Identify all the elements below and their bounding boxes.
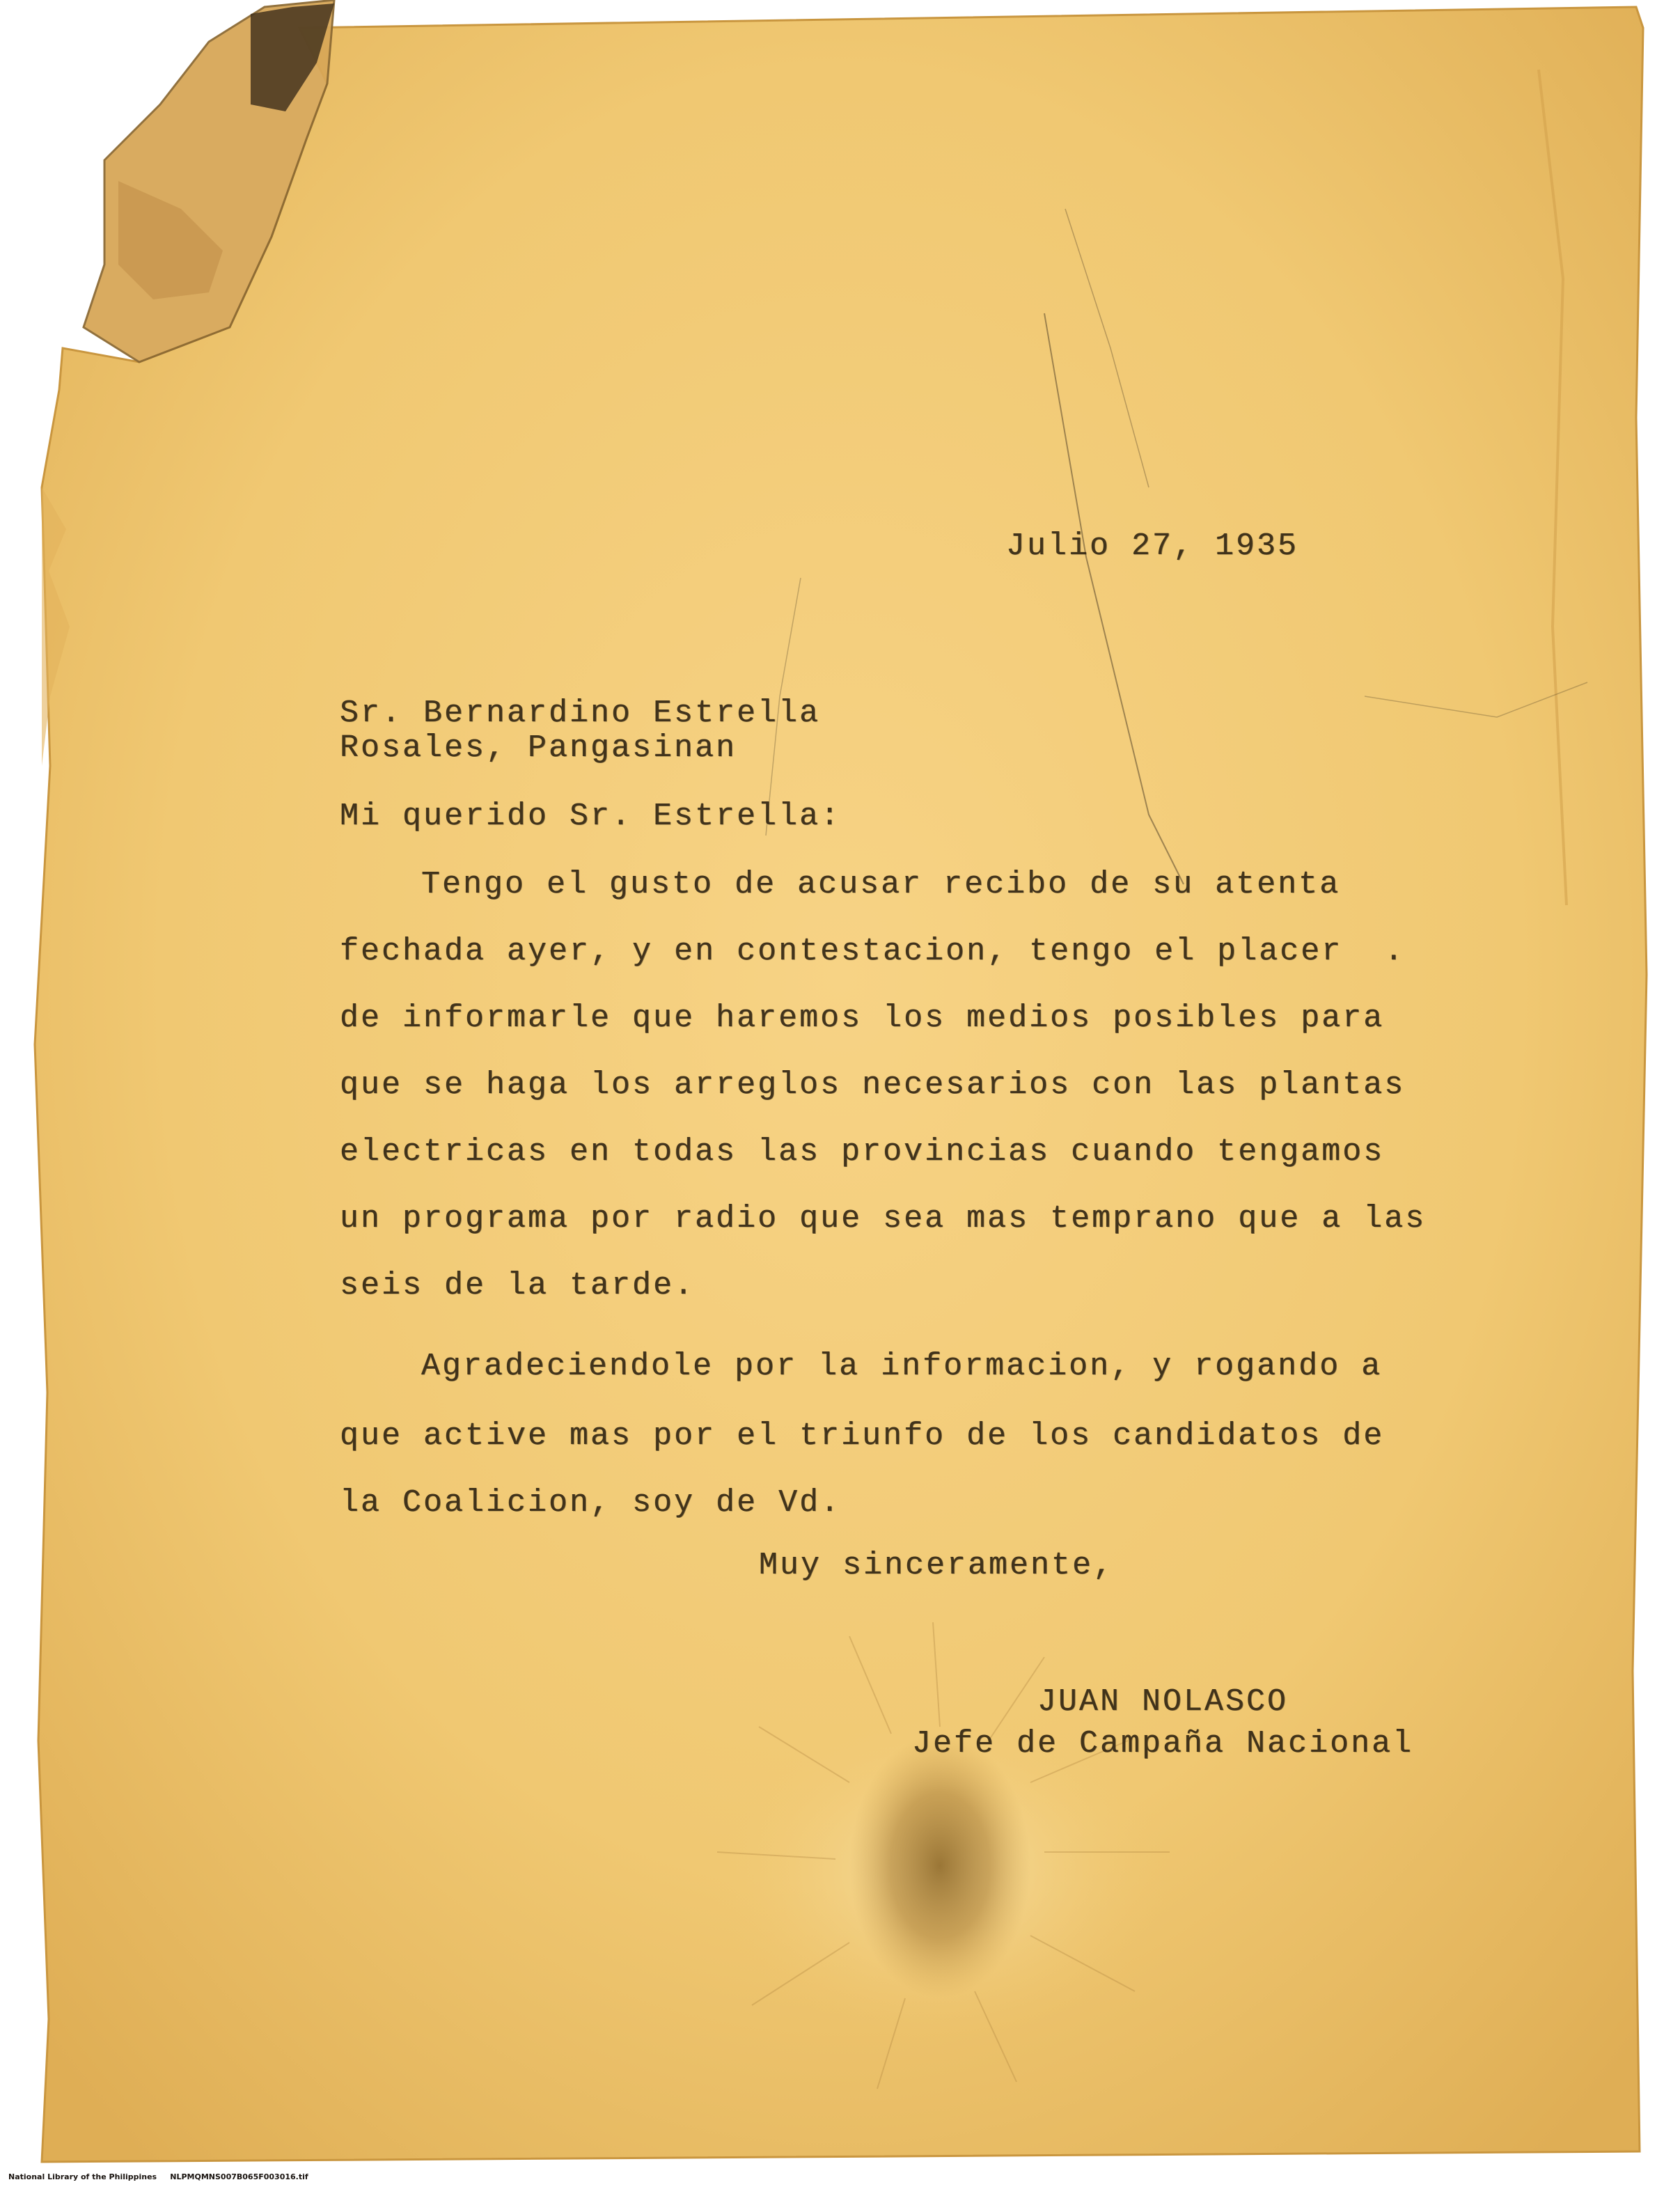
addressee-name: Sr. Bernardino Estrella [340, 696, 821, 731]
body-line: Agradeciendole por la informacion, y rogando a [421, 1349, 1383, 1384]
letter-date: Julio 27, 1935 [1006, 528, 1299, 564]
archive-label: National Library of the Philippines [8, 2172, 157, 2181]
body-line: que se haga los arreglos necesarios con las plantas [340, 1067, 1406, 1103]
addressee-place: Rosales, Pangasinan [340, 730, 737, 766]
body-line: la Coalicion, soy de Vd. [340, 1485, 842, 1521]
signature-name: JUAN NOLASCO [1037, 1684, 1289, 1720]
body-line: Tengo el gusto de acusar recibo de su atenta [421, 867, 1341, 902]
glue-stain [849, 1734, 1030, 1998]
body-line: de informarle que haremos los medios posibles para [340, 1001, 1385, 1036]
body-line: electricas en todas las provincias cuando tengamos [340, 1134, 1385, 1170]
body-line: seis de la tarde. [340, 1268, 696, 1303]
file-label: NLPMQMNS007B065F003016.tif [170, 2172, 308, 2181]
signature-title: Jefe de Campaña Nacional [912, 1726, 1414, 1762]
body-line: fechada ayer, y en contestacion, tengo el placer . [340, 934, 1406, 969]
body-line: un programa por radio que sea mas temprano que a las [340, 1201, 1427, 1237]
closing: Muy sinceramente, [759, 1548, 1115, 1583]
archive-footer [8, 2172, 308, 2181]
salutation: Mi querido Sr. Estrella: [340, 799, 842, 834]
body-line: que active mas por el triunfo de los candidatos de [340, 1418, 1385, 1454]
